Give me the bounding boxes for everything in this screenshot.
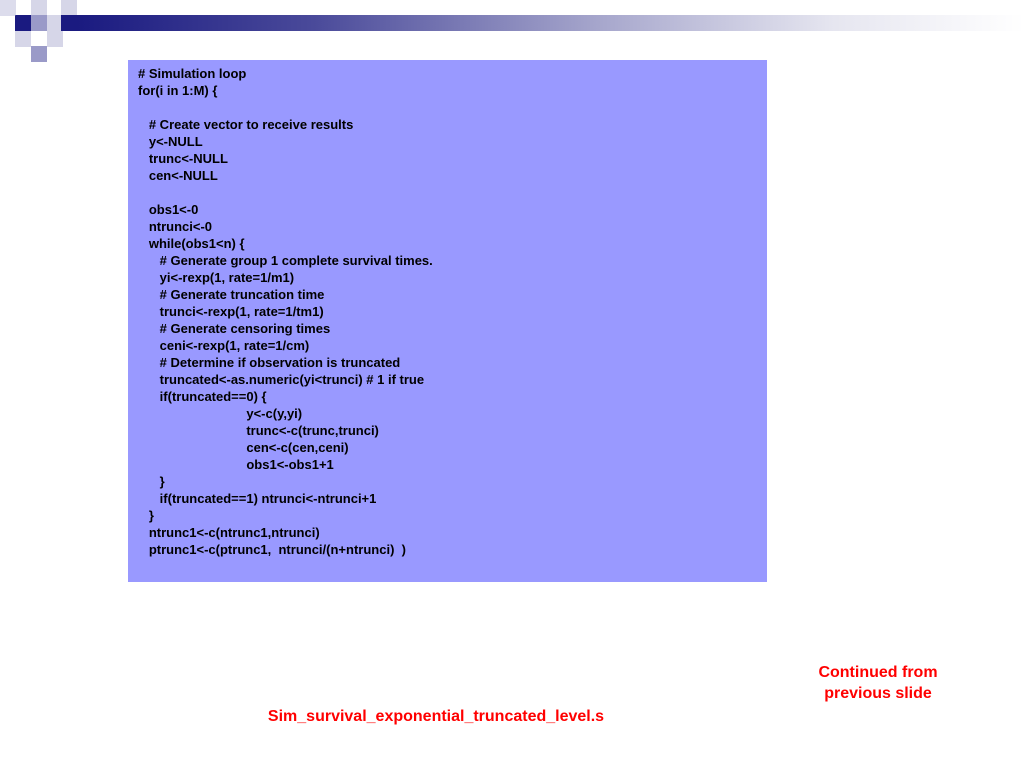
- code-line: [138, 184, 757, 201]
- header-decoration-square: [47, 31, 63, 47]
- code-line: }: [138, 474, 165, 489]
- code-line: # Determine if observation is truncated: [138, 355, 401, 370]
- code-line: if(truncated==0) {: [138, 389, 267, 404]
- code-line: }: [138, 508, 154, 523]
- code-line: # Create vector to receive results: [138, 117, 354, 132]
- code-line: while(obs1<n) {: [138, 236, 245, 251]
- continued-note-line: Continued from: [818, 664, 938, 681]
- code-line: ntrunc1<-c(ntrunc1,ntrunci): [138, 525, 320, 540]
- code-line: # Generate group 1 complete survival times.: [138, 253, 433, 268]
- header-gradient-bar: [77, 15, 1024, 31]
- code-line: ptrunc1<-c(ptrunc1, ntrunci/(n+ntrunci) ): [138, 542, 406, 557]
- header-decoration-square: [31, 0, 47, 16]
- code-line: y<-NULL: [138, 134, 203, 149]
- code-line: trunci<-rexp(1, rate=1/tm1): [138, 304, 324, 319]
- code-line: trunc<-c(trunc,trunci): [138, 423, 379, 438]
- header-decoration-square: [15, 31, 31, 47]
- code-line: trunc<-NULL: [138, 151, 228, 166]
- code-line: for(i in 1:M) {: [138, 83, 218, 98]
- code-line: obs1<-0: [138, 202, 199, 217]
- header-decoration-square: [15, 15, 31, 31]
- header-decoration-square: [31, 15, 47, 31]
- code-line: obs1<-obs1+1: [138, 457, 334, 472]
- code-line: # Generate truncation time: [138, 287, 325, 302]
- header-decoration-square: [31, 46, 47, 62]
- code-line: # Generate censoring times: [138, 321, 331, 336]
- code-line: yi<-rexp(1, rate=1/m1): [138, 270, 295, 285]
- code-line: ceni<-rexp(1, rate=1/cm): [138, 338, 310, 353]
- code-line: truncated<-as.numeric(yi<trunci) # 1 if true: [138, 372, 425, 387]
- continued-note: [800, 662, 956, 704]
- code-line: [138, 99, 757, 116]
- script-file-name: Sim_survival_exponential_truncated_level.s: [267, 708, 605, 725]
- code-line: cen<-NULL: [138, 168, 218, 183]
- code-line: y<-c(y,yi): [138, 406, 303, 421]
- code-line: cen<-c(cen,ceni): [138, 440, 349, 455]
- code-line: if(truncated==1) ntrunci<-ntrunci+1: [138, 491, 377, 506]
- header-decoration-square: [61, 0, 77, 16]
- code-block: [128, 60, 767, 582]
- code-line: ntrunci<-0: [138, 219, 213, 234]
- code-line: # Simulation loop: [138, 66, 247, 81]
- header-decoration-square: [61, 15, 77, 31]
- header-decoration-square: [0, 0, 16, 16]
- continued-note-line: previous slide: [824, 685, 932, 702]
